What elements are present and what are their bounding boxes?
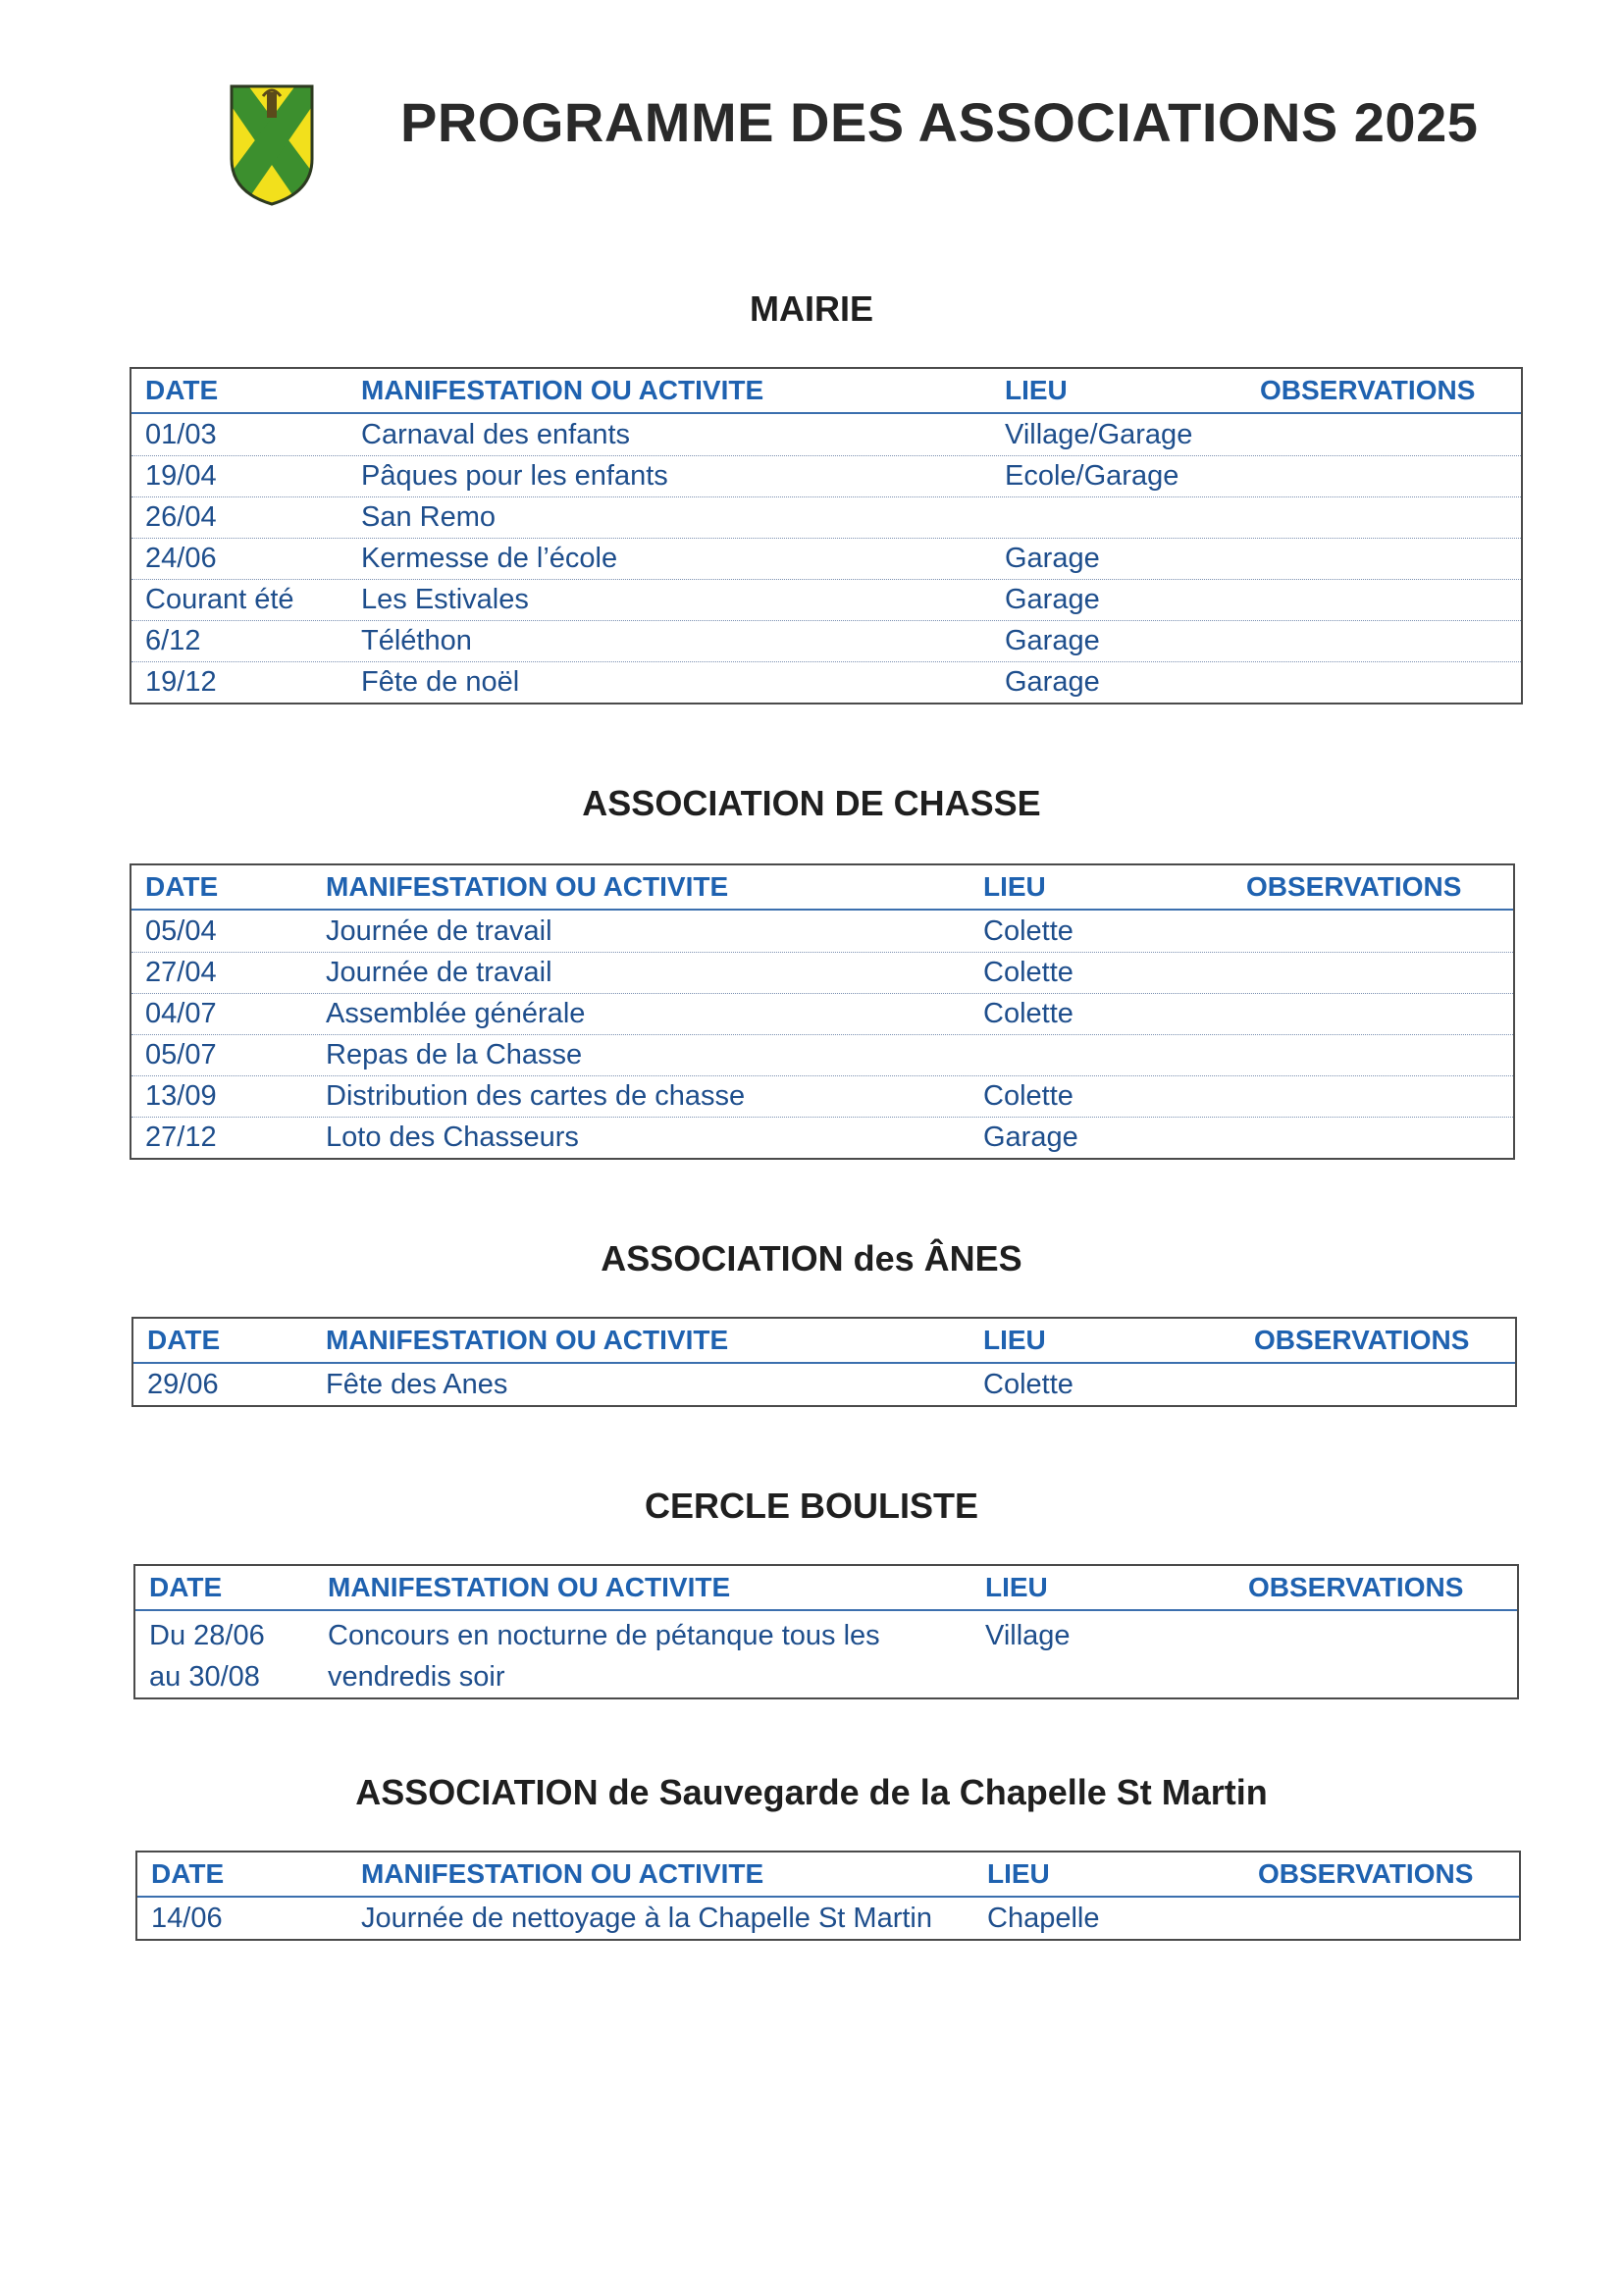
header-observations: OBSERVATIONS — [1246, 871, 1462, 902]
cell-date: 27/04 — [145, 957, 217, 988]
section-title-bouliste: CERCLE BOULISTE — [644, 1486, 978, 1526]
cell-date: 27/12 — [145, 1122, 217, 1153]
table-chapelle — [135, 1851, 1521, 1941]
cell-activity: Les Estivales — [361, 584, 529, 615]
table-row — [131, 993, 1513, 1034]
header-place: LIEU — [1005, 375, 1068, 405]
header-observations: OBSERVATIONS — [1254, 1325, 1470, 1355]
header-date: DATE — [149, 1572, 223, 1602]
table-row — [131, 579, 1521, 620]
header-activity: MANIFESTATION OU ACTIVITE — [328, 1572, 731, 1602]
cell-date: 6/12 — [145, 625, 201, 656]
cell-date: 14/06 — [151, 1902, 223, 1934]
table-row — [131, 1034, 1513, 1075]
cell-activity: Fête des Anes — [326, 1368, 508, 1400]
table-row — [131, 1117, 1513, 1158]
cell-activity: Téléthon — [361, 625, 472, 656]
cell-place: Garage — [1005, 543, 1100, 574]
header-activity: MANIFESTATION OU ACTIVITE — [361, 375, 764, 405]
cell-place: Garage — [983, 1122, 1078, 1153]
cell-activity: Kermesse de l’école — [361, 543, 618, 574]
table-row — [133, 1364, 1515, 1405]
coat-of-arms-icon — [228, 82, 316, 208]
table-row — [137, 1898, 1519, 1939]
table-row — [131, 455, 1521, 496]
section-title-anes: ASSOCIATION des ÂNES — [601, 1238, 1022, 1278]
header-observations: OBSERVATIONS — [1258, 1858, 1474, 1889]
header-observations: OBSERVATIONS — [1248, 1572, 1464, 1602]
table-row — [131, 496, 1521, 538]
table-row — [131, 538, 1521, 579]
table-row — [135, 1611, 1517, 1697]
cell-activity: Fête de noël — [361, 666, 520, 698]
section-title-chasse: ASSOCIATION DE CHASSE — [582, 783, 1041, 823]
header-place: LIEU — [987, 1858, 1050, 1889]
table-bouliste — [133, 1564, 1519, 1699]
header-date: DATE — [147, 1325, 221, 1355]
cell-activity: San Remo — [361, 501, 497, 533]
header-observations: OBSERVATIONS — [1260, 375, 1476, 405]
cell-place: Colette — [983, 957, 1073, 988]
cell-place: Colette — [983, 914, 1073, 947]
cell-activity: Journée de nettoyage à la Chapelle St Martin — [361, 1902, 932, 1934]
cell-date: 05/04 — [145, 914, 217, 947]
cell-date: 24/06 — [145, 543, 217, 574]
section-title-chapelle: ASSOCIATION de Sauvegarde de la Chapelle St Martin — [355, 1772, 1268, 1812]
table-row — [131, 661, 1521, 703]
cell-activity: Distribution des cartes de chasse — [326, 1080, 746, 1112]
header-activity: MANIFESTATION OU ACTIVITE — [361, 1858, 764, 1889]
cell-date: 05/07 — [145, 1039, 217, 1070]
table-row — [131, 1075, 1513, 1117]
cell-place: Colette — [983, 998, 1073, 1029]
header-place: LIEU — [983, 1325, 1046, 1355]
cell-place: Garage — [1005, 666, 1100, 698]
table-anes — [131, 1317, 1517, 1407]
table-row — [131, 620, 1521, 661]
table-header — [133, 1319, 1515, 1364]
cell-date: Courant été — [145, 584, 294, 615]
cell-activity: Assemblée générale — [326, 998, 586, 1029]
cell-date: 13/09 — [145, 1080, 217, 1112]
table-row — [131, 952, 1513, 993]
table-mairie — [130, 367, 1523, 704]
cell-date: 29/06 — [147, 1368, 219, 1400]
cell-date: 01/03 — [145, 418, 217, 450]
cell-place: Ecole/Garage — [1005, 460, 1179, 492]
header-place: LIEU — [985, 1572, 1048, 1602]
table-header — [137, 1852, 1519, 1898]
header-activity: MANIFESTATION OU ACTIVITE — [326, 871, 729, 902]
cell-place: Colette — [983, 1368, 1073, 1400]
cell-activity: Carnaval des enfants — [361, 418, 631, 450]
cell-place: Garage — [1005, 625, 1100, 656]
cell-date: 19/12 — [145, 666, 217, 698]
cell-date: 04/07 — [145, 998, 217, 1029]
table-chasse — [130, 863, 1515, 1160]
cell-place: Village/Garage — [1005, 418, 1193, 450]
header-date: DATE — [145, 375, 219, 405]
cell-activity: Concours en nocturne de pétanque tous les vendredis soir — [328, 1620, 880, 1693]
header-date: DATE — [145, 871, 219, 902]
table-row — [131, 911, 1513, 952]
table-header — [131, 369, 1521, 414]
cell-activity: Loto des Chasseurs — [326, 1122, 579, 1153]
cell-activity: Journée de travail — [326, 957, 552, 988]
cell-activity: Journée de travail — [326, 914, 552, 947]
cell-place: Chapelle — [987, 1902, 1100, 1934]
cell-date: Du 28/06 au 30/08 — [149, 1620, 265, 1693]
header-place: LIEU — [983, 871, 1046, 902]
section-title-mairie: MAIRIE — [750, 288, 873, 329]
cell-place: Garage — [1005, 584, 1100, 615]
page-title: PROGRAMME DES ASSOCIATIONS 2025 — [400, 91, 1479, 153]
cell-place: Village — [985, 1620, 1071, 1651]
header-date: DATE — [151, 1858, 225, 1889]
cell-place: Colette — [983, 1080, 1073, 1112]
cell-date: 19/04 — [145, 460, 217, 492]
cell-activity: Repas de la Chasse — [326, 1039, 583, 1070]
table-row — [131, 414, 1521, 455]
table-header — [135, 1566, 1517, 1611]
cell-date: 26/04 — [145, 501, 217, 533]
cell-activity: Pâques pour les enfants — [361, 460, 668, 492]
table-header — [131, 865, 1513, 911]
header-activity: MANIFESTATION OU ACTIVITE — [326, 1325, 729, 1355]
